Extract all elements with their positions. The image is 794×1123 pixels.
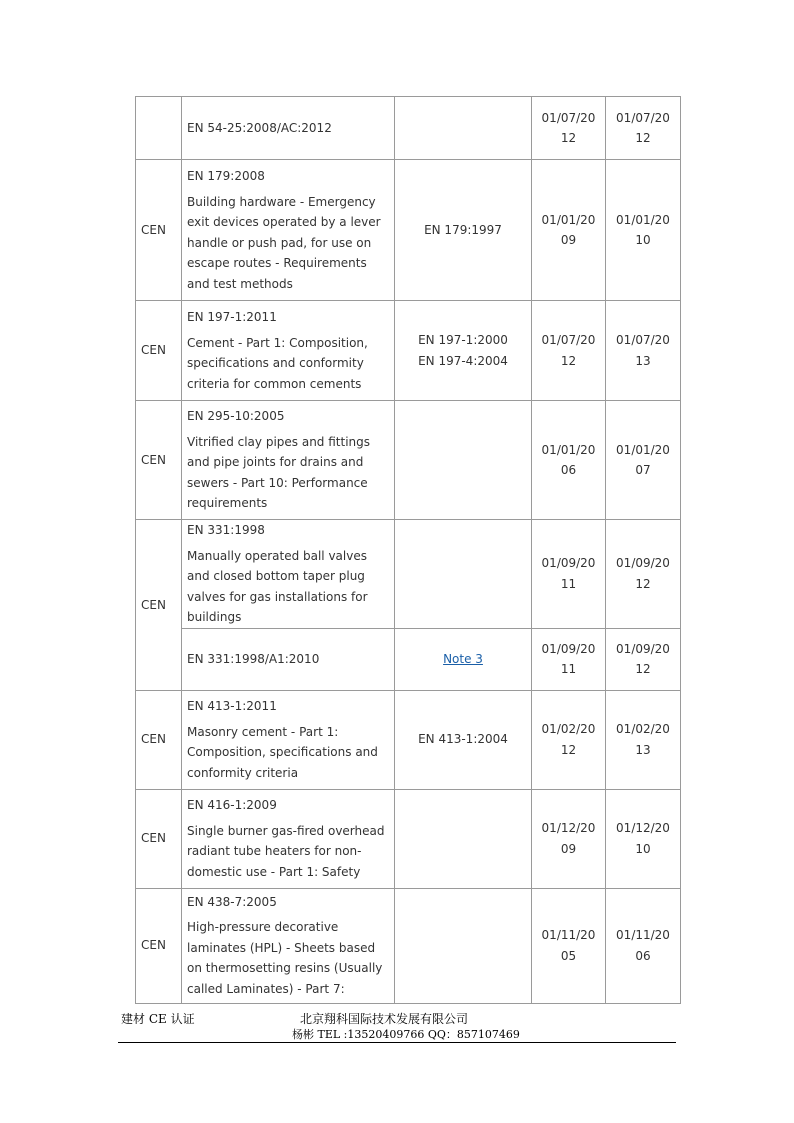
cessation-date-cell: 01/01/20 09: [532, 160, 606, 301]
cessation-date-cell: 01/01/20 06: [532, 401, 606, 520]
org-cell: [136, 97, 182, 160]
end-date-cell: 01/01/20 10: [606, 160, 681, 301]
superseded-standard: EN 413-1:2004: [418, 732, 508, 747]
superseded-standard: EN 197-4:2004: [418, 353, 508, 368]
table-row: [136, 160, 681, 301]
end-date-cell: 01/09/20 12: [606, 520, 681, 629]
standard-code: EN 331:1998/A1:2010: [187, 651, 320, 666]
standard-title: High-pressure decorative laminates (HPL) - Sheets based on thermosetting resins (Usually called Laminates) - Part 7:: [187, 920, 383, 996]
superseded-cell: [395, 160, 532, 301]
standard-code: EN 197-1:2011: [187, 310, 277, 324]
org-cell: CEN: [136, 401, 182, 520]
end-date-cell: 01/09/20 12: [606, 628, 681, 690]
standard-title: Manually operated ball valves and closed bottom taper plug valves for gas installations for buildings: [187, 548, 368, 624]
cessation-date-cell: 01/11/20 05: [532, 888, 606, 1003]
footer-left-text: 建材 CE 认证: [121, 1012, 195, 1026]
org-cell: CEN: [136, 160, 182, 301]
standard-cell: [182, 401, 395, 520]
org-cell: CEN: [136, 789, 182, 888]
superseded-cell: [395, 301, 532, 401]
end-date-cell: 01/11/20 06: [606, 888, 681, 1003]
standard-cell: [182, 690, 395, 789]
table-row: [136, 97, 681, 160]
footer-contact-info: 杨彬 TEL :13520409766 QQ：857107469: [292, 1028, 520, 1041]
standard-cell: [182, 97, 395, 160]
standards-table: [135, 96, 681, 1004]
standard-title: Single burner gas-fired overhead radiant tube heaters for non-domestic use - Part 1: Safety: [187, 823, 385, 879]
org-cell: CEN: [136, 301, 182, 401]
standard-cell: [182, 301, 395, 401]
table-row: [136, 520, 681, 629]
end-date-cell: 01/01/20 07: [606, 401, 681, 520]
table-row: [136, 789, 681, 888]
standard-cell: [182, 160, 395, 301]
table-row: [136, 690, 681, 789]
footer-company-name: 北京翔科国际技术发展有限公司: [300, 1012, 469, 1026]
standard-code: EN 295-10:2005: [187, 409, 285, 424]
superseded-cell: [395, 628, 532, 690]
standard-cell: [182, 789, 395, 888]
standard-code: EN 438-7:2005: [187, 894, 277, 909]
superseded-cell: [395, 97, 532, 160]
standard-code: EN 413-1:2011: [187, 699, 277, 713]
superseded-cell: [395, 401, 532, 520]
org-cell: CEN: [136, 520, 182, 691]
cessation-date-cell: 01/09/20 11: [532, 628, 606, 690]
superseded-standard: EN 179:1997: [424, 222, 502, 237]
cessation-date-cell: 01/07/20 12: [532, 97, 606, 160]
table-row: [136, 301, 681, 401]
table-row: [136, 888, 681, 1003]
org-cell: CEN: [136, 690, 182, 789]
standard-cell: [182, 628, 395, 690]
superseded-cell: [395, 789, 532, 888]
standard-code: EN 179:2008: [187, 169, 265, 183]
standard-code: EN 54-25:2008/AC:2012: [187, 120, 332, 135]
standard-code: EN 331:1998: [187, 523, 265, 537]
end-date-cell: 01/12/20 10: [606, 789, 681, 888]
note-3-link[interactable]: Note 3: [443, 651, 483, 666]
cessation-date-cell: 01/12/20 09: [532, 789, 606, 888]
standard-title: Building hardware - Emergency exit devices operated by a lever handle or push pad, for use on escape routes - Requirements and test methods: [187, 194, 381, 291]
cessation-date-cell: 01/09/20 11: [532, 520, 606, 629]
footer-divider: [118, 1042, 676, 1043]
superseded-cell: [395, 888, 532, 1003]
standard-title: Cement - Part 1: Composition, specifications and conformity criteria for common cements: [187, 335, 368, 391]
table-row: [136, 628, 681, 690]
superseded-cell: [395, 520, 532, 629]
superseded-cell: [395, 690, 532, 789]
cessation-date-cell: 01/02/20 12: [532, 690, 606, 789]
end-date-cell: 01/02/20 13: [606, 690, 681, 789]
cessation-date-cell: 01/07/20 12: [532, 301, 606, 401]
table-row: [136, 401, 681, 520]
standard-title: Masonry cement - Part 1: Composition, specifications and conformity criteria: [187, 724, 378, 780]
end-date-cell: 01/07/20 12: [606, 97, 681, 160]
standard-cell: [182, 888, 395, 1003]
superseded-standard: EN 197-1:2000: [418, 333, 508, 347]
end-date-cell: 01/07/20 13: [606, 301, 681, 401]
standard-title: Vitrified clay pipes and fittings and pipe joints for drains and sewers - Part 10: Performance requirements: [187, 434, 371, 511]
standard-cell: [182, 520, 395, 629]
org-cell: CEN: [136, 888, 182, 1003]
standard-code: EN 416-1:2009: [187, 798, 277, 812]
